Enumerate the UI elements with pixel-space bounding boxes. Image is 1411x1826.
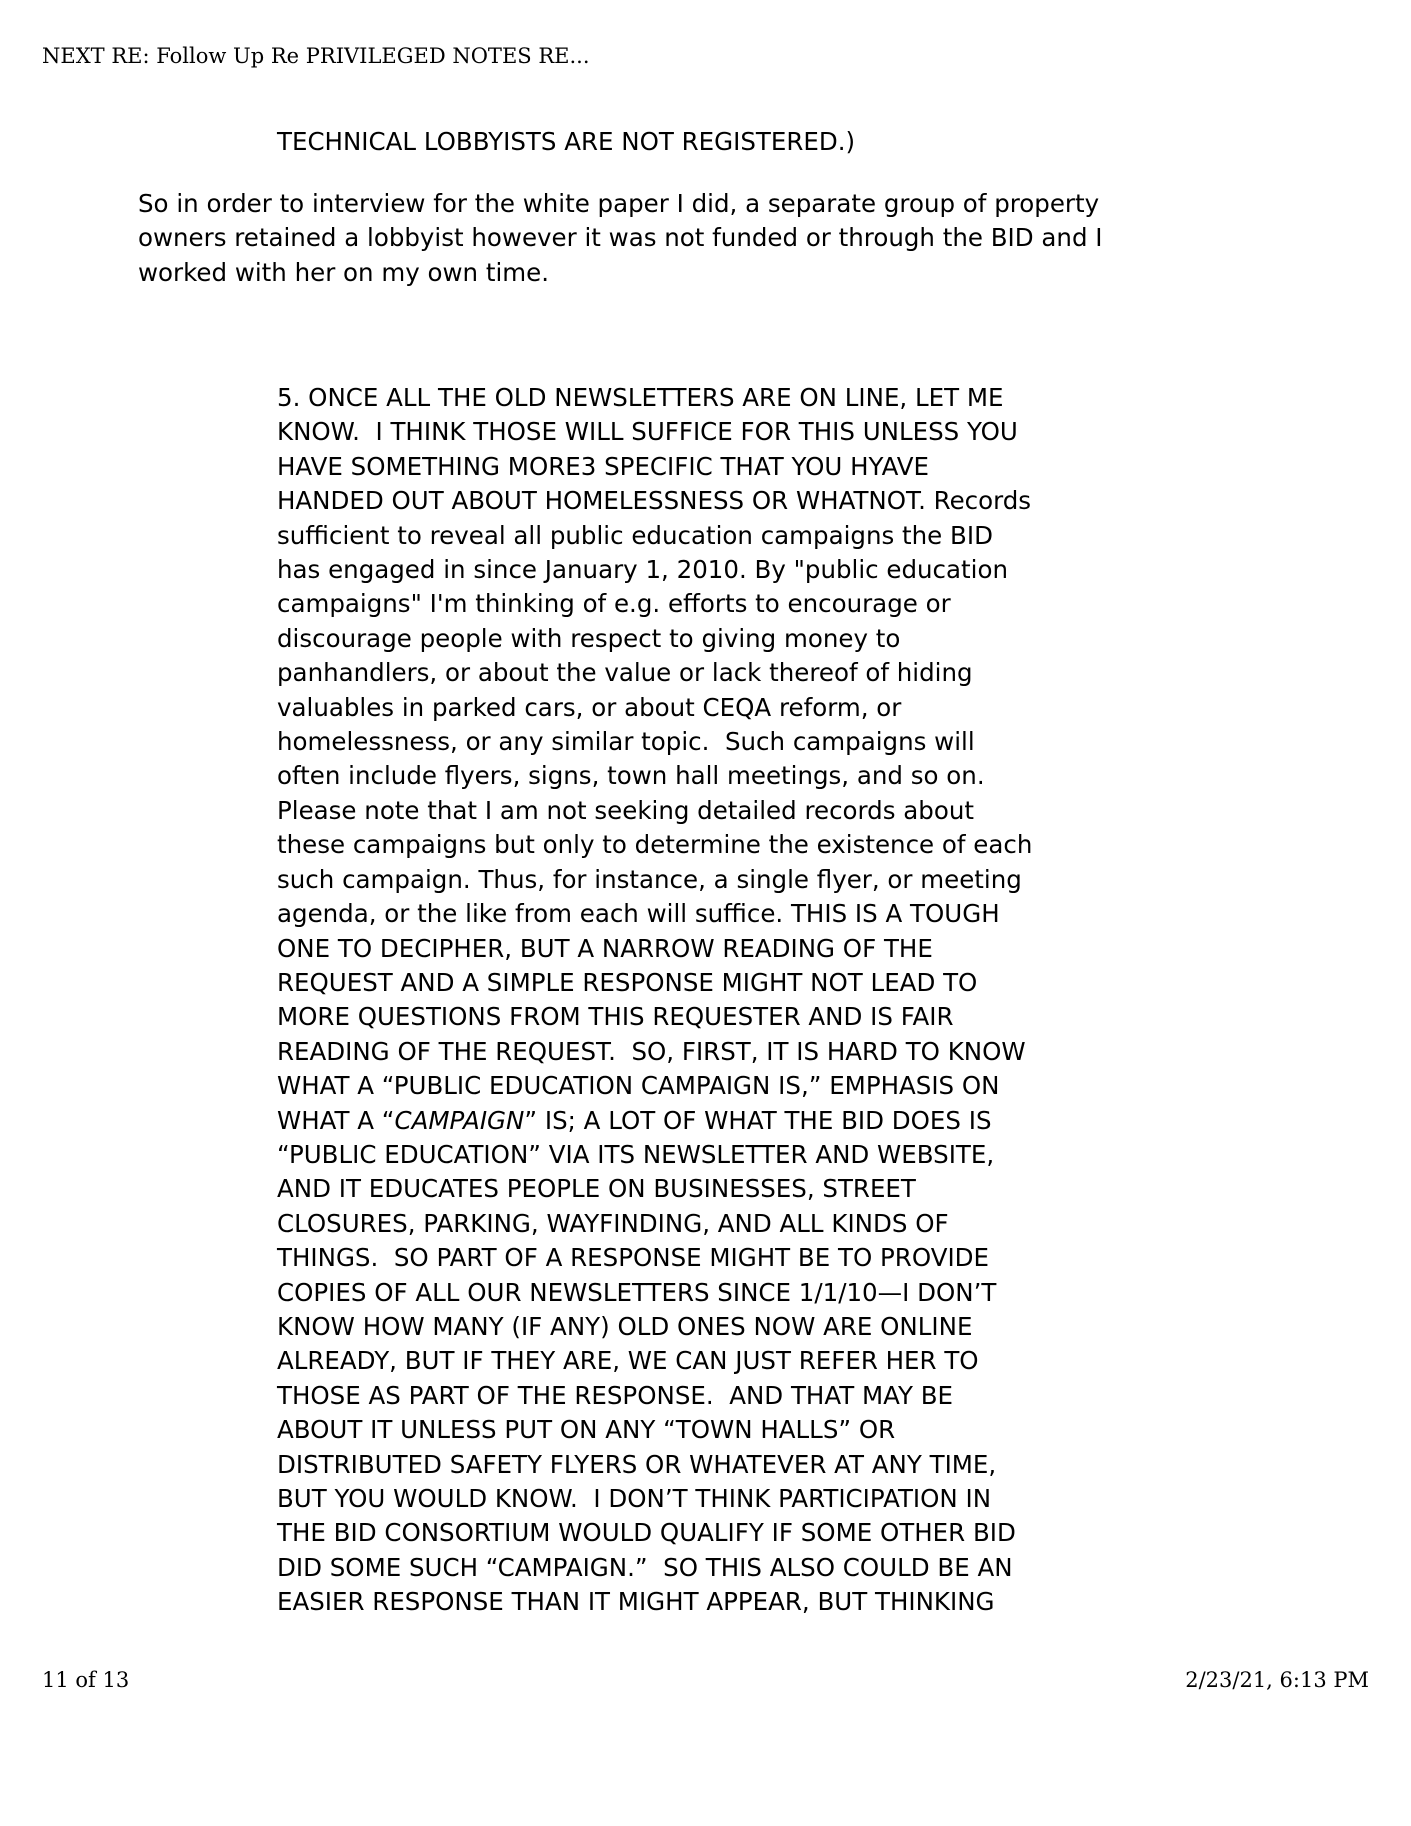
item-line: THINGS. SO PART OF A RESPONSE MIGHT BE TO PROVIDE — [277, 1243, 990, 1273]
item-line: homelessness, or any similar topic. Such campaigns will — [277, 727, 975, 757]
item-line: COPIES OF ALL OUR NEWSLETTERS SINCE 1/1/10—I DON’T — [277, 1277, 997, 1307]
item-line: THOSE AS PART OF THE RESPONSE. AND THAT MAY BE — [277, 1380, 953, 1410]
item-line: panhandlers, or about the value or lack thereof of hiding — [277, 658, 973, 688]
item-line: DISTRIBUTED SAFETY FLYERS OR WHATEVER AT ANY TIME, — [277, 1449, 997, 1479]
emphasized-word: CAMPAIGN — [394, 1105, 525, 1135]
item-line: these campaigns but only to determine the existence of each — [277, 830, 1033, 860]
page-indicator: 11 of 13 — [42, 1668, 130, 1692]
item-line: CLOSURES, PARKING, WAYFINDING, AND ALL KINDS OF — [277, 1208, 949, 1238]
item-line: HANDED OUT ABOUT HOMELESSNESS OR WHATNOT. Records — [277, 486, 1032, 516]
item-line: WHAT A “PUBLIC EDUCATION CAMPAIGN IS,” EMPHASIS ON — [277, 1071, 1000, 1101]
item-line: MORE QUESTIONS FROM THIS REQUESTER AND IS FAIR — [277, 1002, 954, 1032]
item-line: 5. ONCE ALL THE OLD NEWSLETTERS ARE ON LINE, LET ME — [277, 383, 1004, 412]
item-line: READING OF THE REQUEST. SO, FIRST, IT IS HARD TO KNOW — [277, 1036, 1026, 1066]
item-line: DID SOME SUCH “CAMPAIGN.” SO THIS ALSO COULD BE AN — [277, 1552, 1013, 1582]
item-line: campaigns" I'm thinking of e.g. efforts to encourage or — [277, 589, 951, 619]
print-timestamp: 2/23/21, 6:13 PM — [1185, 1668, 1369, 1692]
item-line: KNOW. I THINK THOSE WILL SUFFICE FOR THIS UNLESS YOU — [277, 417, 1018, 447]
item-line: WHAT A “CAMPAIGN” IS; A LOT OF WHAT THE BID DOES IS — [277, 1105, 992, 1135]
item-line: BUT YOU WOULD KNOW. I DON’T THINK PARTICIPATION IN — [277, 1484, 992, 1513]
item-line: EASIER RESPONSE THAN IT MIGHT APPEAR, BUT THINKING — [277, 1587, 995, 1617]
item-line: “PUBLIC EDUCATION” VIA ITS NEWSLETTER AND WEBSITE, — [277, 1139, 995, 1169]
item-line: ONE TO DECIPHER, BUT A NARROW READING OF THE — [277, 933, 933, 963]
intro-line: TECHNICAL LOBBYISTS ARE NOT REGISTERED.) — [277, 127, 856, 156]
item-5-block — [277, 381, 1317, 1620]
item-line: agenda, or the like from each will suffice. THIS IS A TOUGH — [277, 899, 1000, 929]
item-line: ALREADY, BUT IF THEY ARE, WE CAN JUST REFER HER TO — [277, 1346, 979, 1376]
item-line: valuables in parked cars, or about CEQA reform, or — [277, 692, 902, 722]
item-line: Please note that I am not seeking detailed records about — [277, 795, 974, 825]
paragraph-line: So in order to interview for the white paper I did, a separate group of property — [138, 189, 1100, 218]
item-line: such campaign. Thus, for instance, a single flyer, or meeting — [277, 864, 1022, 894]
item-line: discourage people with respect to giving money to — [277, 623, 901, 653]
item-line: ABOUT IT UNLESS PUT ON ANY “TOWN HALLS” OR — [277, 1415, 896, 1445]
item-line: KNOW HOW MANY (IF ANY) OLD ONES NOW ARE ONLINE — [277, 1311, 973, 1341]
item-line: REQUEST AND A SIMPLE RESPONSE MIGHT NOT LEAD TO — [277, 967, 978, 997]
item-line: often include flyers, signs, town hall meetings, and so on. — [277, 761, 985, 791]
page-header-title: NEXT RE: Follow Up Re PRIVILEGED NOTES RE... — [42, 44, 590, 68]
paragraph-block — [138, 187, 1318, 290]
paragraph-line: owners retained a lobbyist however it was not funded or through the BID and I — [138, 223, 1103, 253]
item-line: sufficient to reveal all public education campaigns the BID — [277, 520, 993, 550]
item-line: has engaged in since January 1, 2010. By "public education — [277, 555, 1008, 585]
item-line: AND IT EDUCATES PEOPLE ON BUSINESSES, STREET — [277, 1174, 916, 1204]
item-line: HAVE SOMETHING MORE3 SPECIFIC THAT YOU HYAVE — [277, 451, 930, 481]
paragraph-line: worked with her on my own time. — [138, 257, 549, 287]
item-line: THE BID CONSORTIUM WOULD QUALIFY IF SOME OTHER BID — [277, 1518, 1016, 1548]
